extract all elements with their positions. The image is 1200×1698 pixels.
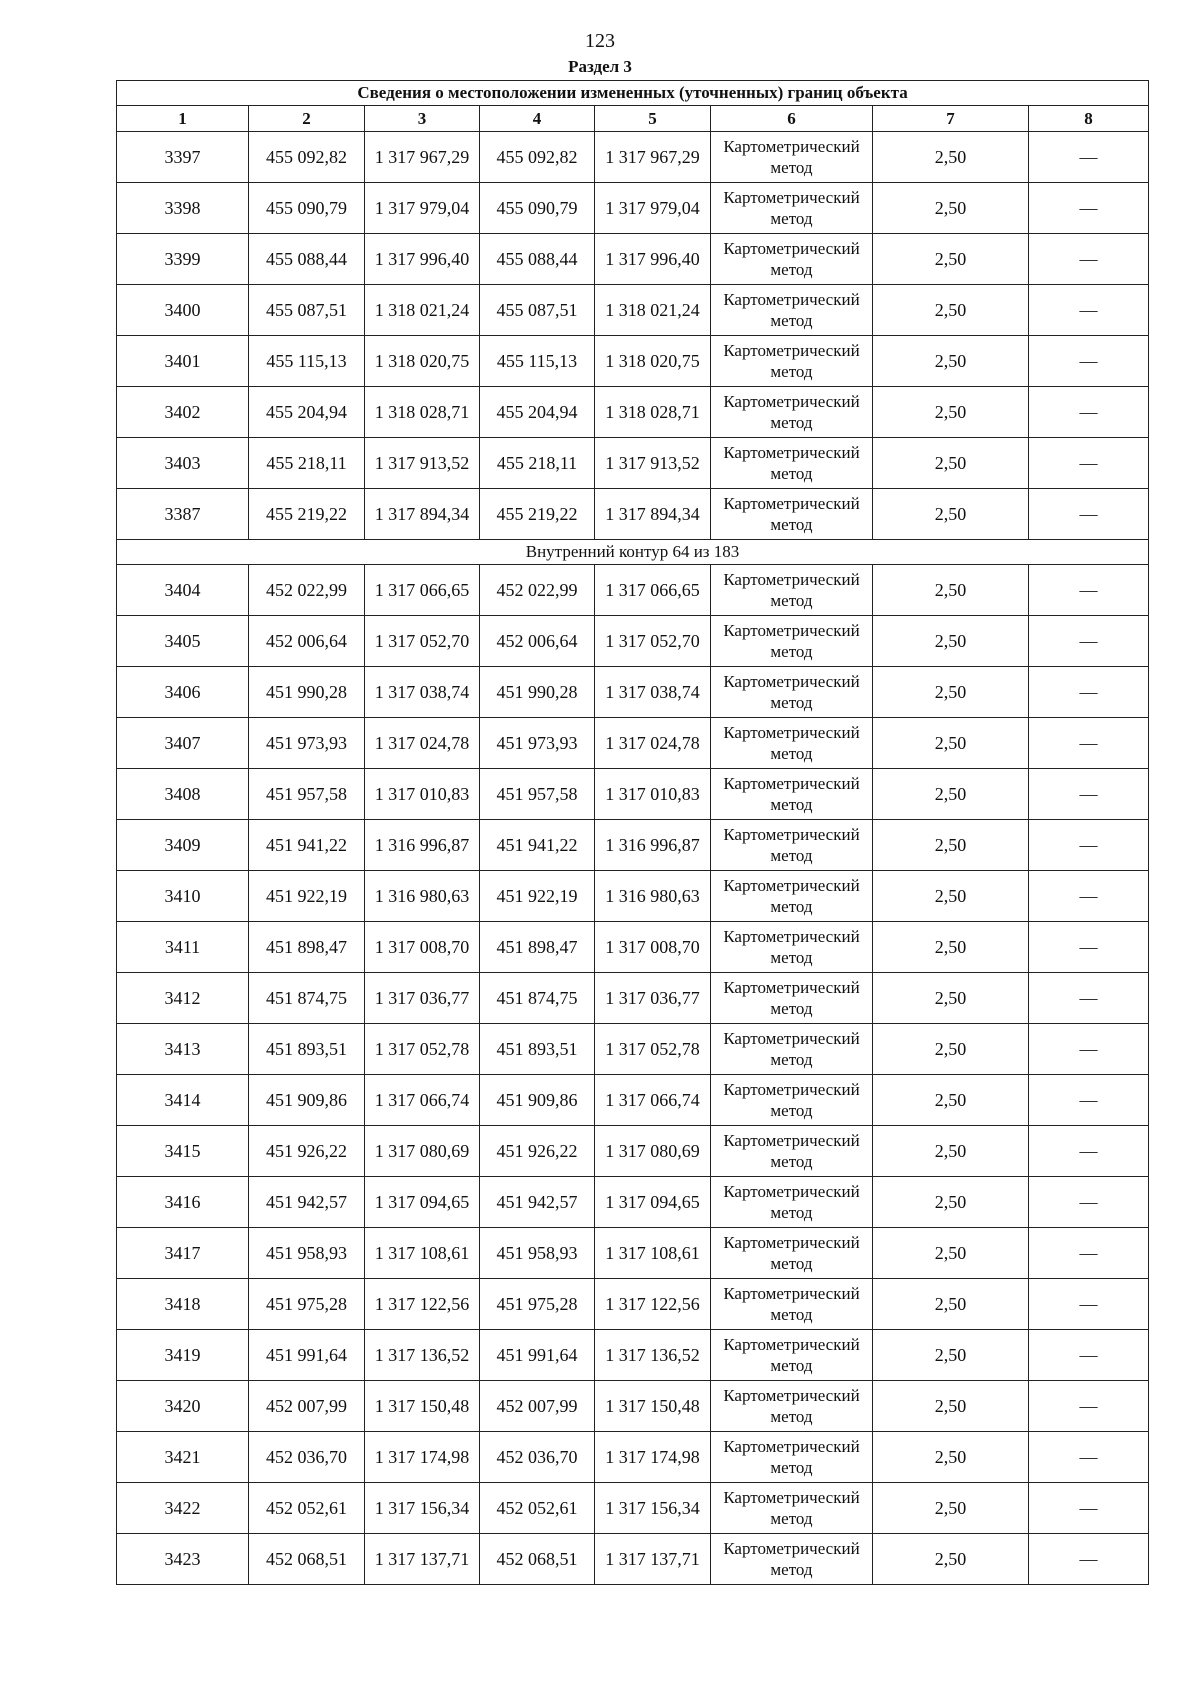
coord-y-cell: 1 317 008,70 [595,922,711,973]
point-number-cell: 3422 [117,1483,249,1534]
coord-y-cell: 1 317 979,04 [365,183,480,234]
column-number: 7 [873,106,1029,132]
coord-x-cell: 451 893,51 [249,1024,365,1075]
method-cell: Картометрический метод [711,718,873,769]
accuracy-cell: 2,50 [873,1075,1029,1126]
method-cell: Картометрический метод [711,438,873,489]
note-cell: — [1029,871,1149,922]
method-cell: Картометрический метод [711,387,873,438]
coord-x-cell: 452 022,99 [249,565,365,616]
note-cell: — [1029,616,1149,667]
table-row [117,438,1149,489]
coord-y-cell: 1 317 094,65 [595,1177,711,1228]
coord-x-cell: 455 218,11 [480,438,595,489]
coord-x-cell: 451 973,93 [249,718,365,769]
coord-y-cell: 1 316 980,63 [365,871,480,922]
note-cell: — [1029,667,1149,718]
accuracy-cell: 2,50 [873,1483,1029,1534]
method-cell: Картометрический метод [711,1381,873,1432]
coord-y-cell: 1 317 024,78 [365,718,480,769]
coord-x-cell: 451 991,64 [480,1330,595,1381]
point-number-cell: 3410 [117,871,249,922]
coord-x-cell: 451 922,19 [480,871,595,922]
note-cell: — [1029,1381,1149,1432]
accuracy-cell: 2,50 [873,285,1029,336]
accuracy-cell: 2,50 [873,1279,1029,1330]
table-row [117,1126,1149,1177]
note-cell: — [1029,1228,1149,1279]
contour-section [117,540,1149,565]
coord-y-cell: 1 317 036,77 [595,973,711,1024]
coord-x-cell: 451 941,22 [249,820,365,871]
accuracy-cell: 2,50 [873,1228,1029,1279]
table-row [117,1534,1149,1585]
note-cell: — [1029,1330,1149,1381]
table-row [117,718,1149,769]
coord-y-cell: 1 317 094,65 [365,1177,480,1228]
coord-x-cell: 452 006,64 [249,616,365,667]
coord-y-cell: 1 317 010,83 [365,769,480,820]
point-number-cell: 3397 [117,132,249,183]
coord-y-cell: 1 317 150,48 [365,1381,480,1432]
point-number-cell: 3419 [117,1330,249,1381]
coord-y-cell: 1 317 894,34 [595,489,711,540]
method-cell: Картометрический метод [711,1432,873,1483]
accuracy-cell: 2,50 [873,1177,1029,1228]
coord-x-cell: 455 115,13 [249,336,365,387]
method-cell: Картометрический метод [711,1024,873,1075]
table-row [117,489,1149,540]
coord-y-cell: 1 317 122,56 [595,1279,711,1330]
coord-y-cell: 1 317 108,61 [595,1228,711,1279]
column-number: 5 [595,106,711,132]
method-cell: Картометрический метод [711,285,873,336]
table-row [117,234,1149,285]
coord-x-cell: 455 088,44 [480,234,595,285]
contour-label: Внутренний контур 64 из 183 [117,540,1149,565]
point-number-cell: 3404 [117,565,249,616]
accuracy-cell: 2,50 [873,132,1029,183]
coord-x-cell: 451 874,75 [249,973,365,1024]
coordinates-table [116,80,1149,1585]
table-row [117,616,1149,667]
coord-x-cell: 455 219,22 [480,489,595,540]
method-cell: Картометрический метод [711,565,873,616]
accuracy-cell: 2,50 [873,565,1029,616]
coord-y-cell: 1 317 038,74 [365,667,480,718]
accuracy-cell: 2,50 [873,667,1029,718]
coord-x-cell: 451 893,51 [480,1024,595,1075]
accuracy-cell: 2,50 [873,616,1029,667]
accuracy-cell: 2,50 [873,183,1029,234]
column-number: 1 [117,106,249,132]
coord-x-cell: 455 087,51 [480,285,595,336]
column-number: 6 [711,106,873,132]
point-number-cell: 3415 [117,1126,249,1177]
accuracy-cell: 2,50 [873,1381,1029,1432]
coord-y-cell: 1 317 894,34 [365,489,480,540]
table-row [117,132,1149,183]
coord-y-cell: 1 316 996,87 [595,820,711,871]
note-cell: — [1029,234,1149,285]
coord-y-cell: 1 317 913,52 [595,438,711,489]
coord-y-cell: 1 317 137,71 [365,1534,480,1585]
table-row [117,285,1149,336]
coord-x-cell: 452 052,61 [249,1483,365,1534]
method-cell: Картометрический метод [711,1279,873,1330]
point-number-cell: 3405 [117,616,249,667]
method-cell: Картометрический метод [711,132,873,183]
accuracy-cell: 2,50 [873,820,1029,871]
table-row [117,1432,1149,1483]
coord-y-cell: 1 317 080,69 [595,1126,711,1177]
point-number-cell: 3409 [117,820,249,871]
point-number-cell: 3413 [117,1024,249,1075]
method-cell: Картометрический метод [711,616,873,667]
table-row [117,820,1149,871]
table-row [117,667,1149,718]
coord-y-cell: 1 318 020,75 [595,336,711,387]
coord-x-cell: 452 068,51 [480,1534,595,1585]
table-row [117,1279,1149,1330]
page-number: 123 [585,30,615,52]
note-cell: — [1029,285,1149,336]
coord-y-cell: 1 317 996,40 [365,234,480,285]
point-number-cell: 3403 [117,438,249,489]
accuracy-cell: 2,50 [873,1534,1029,1585]
table-row [117,769,1149,820]
coord-y-cell: 1 317 066,65 [595,565,711,616]
method-cell: Картометрический метод [711,667,873,718]
accuracy-cell: 2,50 [873,336,1029,387]
coord-y-cell: 1 318 021,24 [365,285,480,336]
method-cell: Картометрический метод [711,1330,873,1381]
coord-y-cell: 1 317 052,78 [595,1024,711,1075]
coord-y-cell: 1 317 150,48 [595,1381,711,1432]
coord-y-cell: 1 317 136,52 [595,1330,711,1381]
method-cell: Картометрический метод [711,183,873,234]
method-cell: Картометрический метод [711,336,873,387]
note-cell: — [1029,1279,1149,1330]
coord-x-cell: 455 218,11 [249,438,365,489]
column-number: 4 [480,106,595,132]
coord-y-cell: 1 317 967,29 [365,132,480,183]
point-number-cell: 3418 [117,1279,249,1330]
accuracy-cell: 2,50 [873,489,1029,540]
table-row [117,1381,1149,1432]
coord-x-cell: 452 052,61 [480,1483,595,1534]
coord-y-cell: 1 317 036,77 [365,973,480,1024]
method-cell: Картометрический метод [711,1534,873,1585]
table-row [117,336,1149,387]
method-cell: Картометрический метод [711,973,873,1024]
coord-y-cell: 1 318 028,71 [595,387,711,438]
table-row [117,1024,1149,1075]
coord-y-cell: 1 317 080,69 [365,1126,480,1177]
coord-y-cell: 1 317 108,61 [365,1228,480,1279]
coord-x-cell: 455 088,44 [249,234,365,285]
note-cell: — [1029,1126,1149,1177]
method-cell: Картометрический метод [711,820,873,871]
coord-y-cell: 1 317 156,34 [595,1483,711,1534]
point-number-cell: 3417 [117,1228,249,1279]
coord-x-cell: 451 922,19 [249,871,365,922]
note-cell: — [1029,922,1149,973]
point-number-cell: 3421 [117,1432,249,1483]
table-row [117,1330,1149,1381]
note-cell: — [1029,1177,1149,1228]
coord-y-cell: 1 317 174,98 [365,1432,480,1483]
point-number-cell: 3423 [117,1534,249,1585]
accuracy-cell: 2,50 [873,1024,1029,1075]
note-cell: — [1029,565,1149,616]
method-cell: Картометрический метод [711,234,873,285]
note-cell: — [1029,1024,1149,1075]
table-row [117,1228,1149,1279]
coord-x-cell: 451 942,57 [249,1177,365,1228]
point-number-cell: 3387 [117,489,249,540]
coord-y-cell: 1 317 038,74 [595,667,711,718]
coord-x-cell: 451 926,22 [249,1126,365,1177]
method-cell: Картометрический метод [711,1483,873,1534]
point-number-cell: 3399 [117,234,249,285]
coord-y-cell: 1 318 021,24 [595,285,711,336]
table-row [117,1075,1149,1126]
point-number-cell: 3407 [117,718,249,769]
coord-x-cell: 452 036,70 [480,1432,595,1483]
coord-y-cell: 1 316 980,63 [595,871,711,922]
coord-y-cell: 1 317 913,52 [365,438,480,489]
column-number: 8 [1029,106,1149,132]
coord-x-cell: 451 942,57 [480,1177,595,1228]
coord-y-cell: 1 317 979,04 [595,183,711,234]
coord-y-cell: 1 317 967,29 [595,132,711,183]
coord-y-cell: 1 318 020,75 [365,336,480,387]
note-cell: — [1029,1534,1149,1585]
column-number: 3 [365,106,480,132]
coord-x-cell: 451 898,47 [480,922,595,973]
accuracy-cell: 2,50 [873,234,1029,285]
coord-y-cell: 1 317 052,78 [365,1024,480,1075]
note-cell: — [1029,438,1149,489]
coord-y-cell: 1 317 066,65 [365,565,480,616]
coord-x-cell: 455 087,51 [249,285,365,336]
column-number: 2 [249,106,365,132]
coord-x-cell: 452 007,99 [249,1381,365,1432]
table-row [117,565,1149,616]
table-row [117,1177,1149,1228]
coord-y-cell: 1 317 136,52 [365,1330,480,1381]
coord-x-cell: 451 909,86 [480,1075,595,1126]
coord-y-cell: 1 317 156,34 [365,1483,480,1534]
method-cell: Картометрический метод [711,1126,873,1177]
coord-x-cell: 455 090,79 [480,183,595,234]
coord-x-cell: 451 874,75 [480,973,595,1024]
accuracy-cell: 2,50 [873,1126,1029,1177]
coord-x-cell: 451 957,58 [249,769,365,820]
coord-y-cell: 1 316 996,87 [365,820,480,871]
note-cell: — [1029,1075,1149,1126]
note-cell: — [1029,718,1149,769]
coord-x-cell: 451 898,47 [249,922,365,973]
coord-x-cell: 451 990,28 [249,667,365,718]
method-cell: Картометрический метод [711,871,873,922]
coord-y-cell: 1 317 052,70 [365,616,480,667]
coord-x-cell: 451 973,93 [480,718,595,769]
method-cell: Картометрический метод [711,922,873,973]
table-row [117,922,1149,973]
coord-x-cell: 455 204,94 [249,387,365,438]
accuracy-cell: 2,50 [873,871,1029,922]
coord-x-cell: 451 909,86 [249,1075,365,1126]
note-cell: — [1029,1483,1149,1534]
coord-x-cell: 451 991,64 [249,1330,365,1381]
section-title: Раздел 3 [568,57,632,76]
rows-before-contour [117,132,1149,540]
coord-y-cell: 1 317 052,70 [595,616,711,667]
point-number-cell: 3406 [117,667,249,718]
point-number-cell: 3414 [117,1075,249,1126]
coord-x-cell: 451 975,28 [249,1279,365,1330]
note-cell: — [1029,183,1149,234]
method-cell: Картометрический метод [711,1228,873,1279]
note-cell: — [1029,132,1149,183]
note-cell: — [1029,387,1149,438]
coord-x-cell: 455 204,94 [480,387,595,438]
coord-x-cell: 455 219,22 [249,489,365,540]
note-cell: — [1029,820,1149,871]
point-number-cell: 3411 [117,922,249,973]
coord-y-cell: 1 317 174,98 [595,1432,711,1483]
coord-x-cell: 451 990,28 [480,667,595,718]
coord-y-cell: 1 317 122,56 [365,1279,480,1330]
table-row [117,1483,1149,1534]
table-caption: Сведения о местоположении измененных (уточненных) границ объекта [117,81,1149,106]
coord-x-cell: 451 958,93 [480,1228,595,1279]
coord-y-cell: 1 317 010,83 [595,769,711,820]
coord-x-cell: 451 941,22 [480,820,595,871]
note-cell: — [1029,973,1149,1024]
coord-x-cell: 452 022,99 [480,565,595,616]
coord-x-cell: 455 092,82 [249,132,365,183]
coord-x-cell: 452 007,99 [480,1381,595,1432]
coord-x-cell: 451 975,28 [480,1279,595,1330]
coord-x-cell: 451 958,93 [249,1228,365,1279]
accuracy-cell: 2,50 [873,922,1029,973]
accuracy-cell: 2,50 [873,1432,1029,1483]
coord-x-cell: 455 090,79 [249,183,365,234]
coord-x-cell: 455 115,13 [480,336,595,387]
point-number-cell: 3402 [117,387,249,438]
point-number-cell: 3398 [117,183,249,234]
point-number-cell: 3408 [117,769,249,820]
rows-after-contour [117,565,1149,1585]
coord-x-cell: 452 036,70 [249,1432,365,1483]
note-cell: — [1029,1432,1149,1483]
accuracy-cell: 2,50 [873,1330,1029,1381]
accuracy-cell: 2,50 [873,387,1029,438]
point-number-cell: 3401 [117,336,249,387]
coord-y-cell: 1 317 024,78 [595,718,711,769]
coord-x-cell: 451 926,22 [480,1126,595,1177]
point-number-cell: 3400 [117,285,249,336]
accuracy-cell: 2,50 [873,769,1029,820]
column-number-row [117,106,1149,132]
point-number-cell: 3412 [117,973,249,1024]
note-cell: — [1029,769,1149,820]
table-row [117,387,1149,438]
coord-y-cell: 1 317 066,74 [595,1075,711,1126]
coord-x-cell: 451 957,58 [480,769,595,820]
point-number-cell: 3420 [117,1381,249,1432]
coord-x-cell: 452 068,51 [249,1534,365,1585]
coord-y-cell: 1 317 137,71 [595,1534,711,1585]
coord-x-cell: 455 092,82 [480,132,595,183]
accuracy-cell: 2,50 [873,438,1029,489]
accuracy-cell: 2,50 [873,718,1029,769]
coord-y-cell: 1 317 066,74 [365,1075,480,1126]
method-cell: Картометрический метод [711,1177,873,1228]
accuracy-cell: 2,50 [873,973,1029,1024]
coord-y-cell: 1 317 008,70 [365,922,480,973]
method-cell: Картометрический метод [711,1075,873,1126]
coord-y-cell: 1 318 028,71 [365,387,480,438]
note-cell: — [1029,489,1149,540]
table-row [117,871,1149,922]
note-cell: — [1029,336,1149,387]
point-number-cell: 3416 [117,1177,249,1228]
coord-x-cell: 452 006,64 [480,616,595,667]
table-row [117,183,1149,234]
coord-y-cell: 1 317 996,40 [595,234,711,285]
method-cell: Картометрический метод [711,489,873,540]
table-row [117,973,1149,1024]
method-cell: Картометрический метод [711,769,873,820]
